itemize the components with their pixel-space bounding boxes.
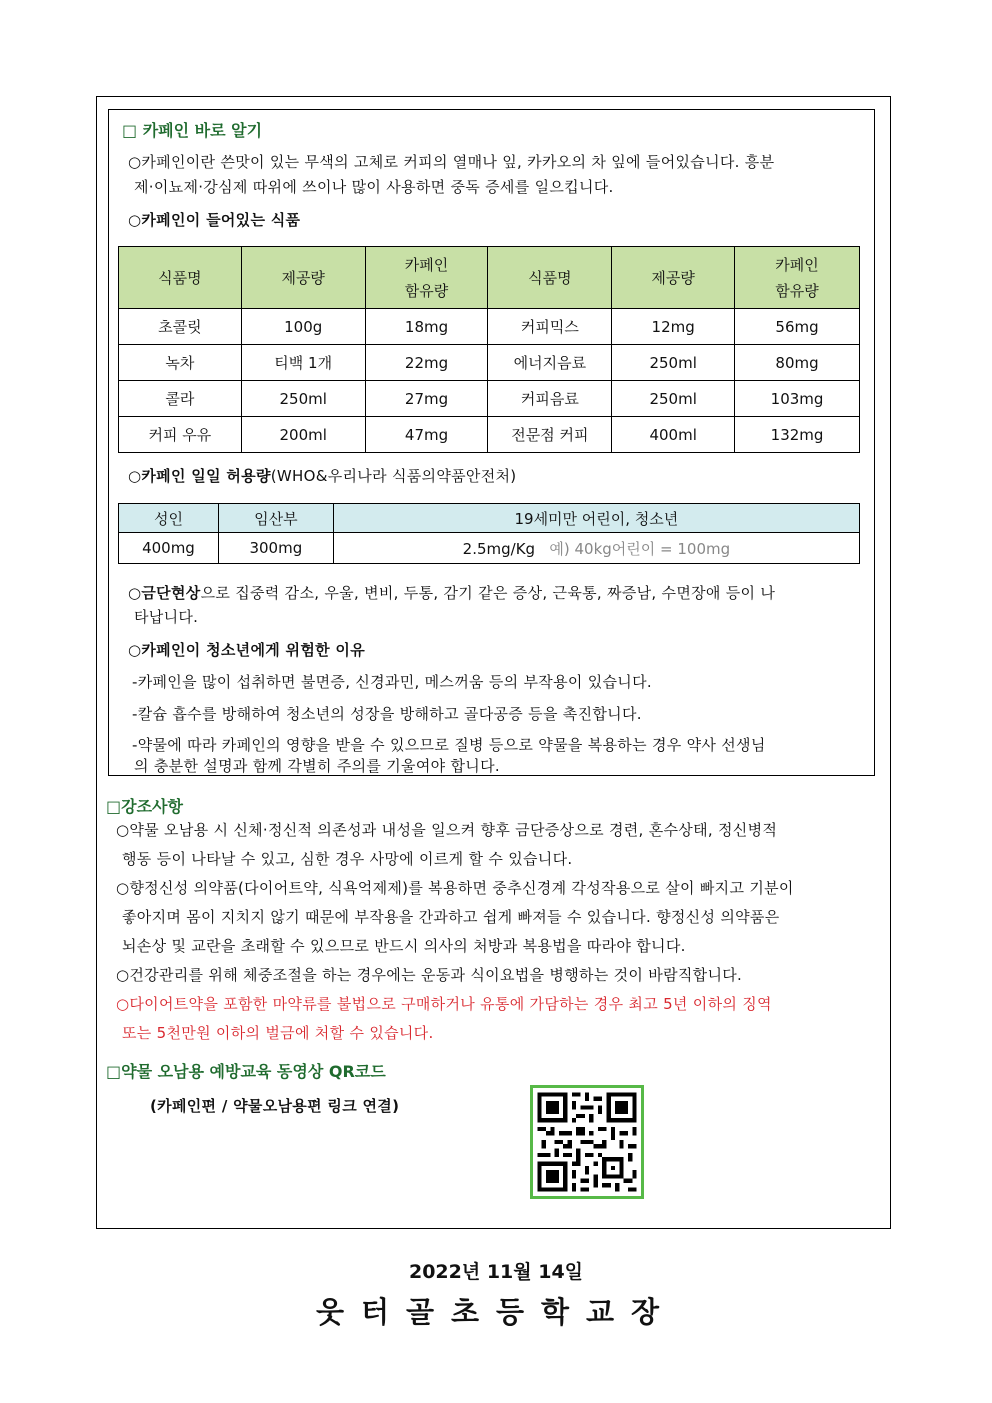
qr-section-subtitle: (카페인편 / 약물오남용편 링크 연결) xyxy=(150,1097,400,1115)
caffeine-section-title: □ 카페인 바로 알기 xyxy=(122,121,263,140)
caffeine-food-table xyxy=(118,246,860,453)
school-principal: 웃터골초등학교장 xyxy=(315,1295,677,1329)
table-cell: 커피 우유 xyxy=(119,417,242,453)
emphasis-item1-line1: ○약물 오남용 시 신체·정신적 의존성과 내성을 일으켜 향후 금단증상으로 경련, 혼수상태, 정신병적 xyxy=(116,821,778,839)
table-cell: 250ml xyxy=(612,345,735,381)
emphasis-item4-line2: 또는 5천만원 이하의 벌금에 처할 수 있습니다. xyxy=(122,1024,434,1042)
table-cell: 250ml xyxy=(612,381,735,417)
table-cell: 커피믹스 xyxy=(488,309,612,345)
pregnant-limit: 300mg xyxy=(218,533,333,564)
qr-section-title: □약물 오남용 예방교육 동영상 QR코드 xyxy=(106,1062,386,1081)
table-cell: 콜라 xyxy=(119,381,242,417)
table-cell: 22mg xyxy=(365,345,488,381)
emphasis-title: □강조사항 xyxy=(106,797,183,816)
table-cell: 에너지음료 xyxy=(488,345,612,381)
danger-item2: -칼슘 흡수를 방해하여 청소년의 성장을 방해하고 골다공증 등을 촉진합니다. xyxy=(132,705,642,723)
header-caffeine-content: 카페인 함유량 xyxy=(365,247,488,309)
header-caffeine-content: 카페인 함유량 xyxy=(735,247,860,309)
header-adult: 성인 xyxy=(119,504,219,533)
children-limit: 2.5mg/Kg 예) 40kg어린이 = 100mg xyxy=(333,533,859,564)
caffeine-intro-line2: 제·이뇨제·강심제 따위에 쓰이나 많이 사용하면 중독 증세를 일으킵니다. xyxy=(134,178,614,196)
table-cell: 132mg xyxy=(735,417,860,453)
header-children: 19세미만 어린이, 청소년 xyxy=(333,504,859,533)
table-cell: 47mg xyxy=(365,417,488,453)
emphasis-item1-line2: 행동 등이 나타날 수 있고, 심한 경우 사망에 이르게 할 수 있습니다. xyxy=(122,850,573,868)
table-cell: 400ml xyxy=(612,417,735,453)
danger-item1: -카페인을 많이 섭취하면 불면증, 신경과민, 메스꺼움 등의 부작용이 있습니다. xyxy=(132,673,652,691)
table-cell: 80mg xyxy=(735,345,860,381)
header-food-name: 식품명 xyxy=(119,247,242,309)
danger-item3-line2: 의 충분한 설명과 함께 각별히 주의를 기울여야 합니다. xyxy=(134,757,500,775)
emphasis-item4-line1: ○다이어트약을 포함한 마약류를 불법으로 구매하거나 유통에 가담하는 경우 최고 5년 이하의 징역 xyxy=(116,995,772,1013)
table-cell: 커피음료 xyxy=(488,381,612,417)
children-limit-example: 예) 40kg어린이 = 100mg xyxy=(549,539,731,558)
table-row xyxy=(119,345,860,381)
withdrawal-line1: ○금단현상으로 집중력 감소, 우울, 변비, 두통, 감기 같은 증상, 근육통, 짜증남, 수면장애 등이 나 xyxy=(128,584,776,602)
daily-limit-table xyxy=(118,503,860,564)
table-row xyxy=(119,533,860,564)
foods-heading: ○카페인이 들어있는 식품 xyxy=(128,211,301,229)
header-serving: 제공량 xyxy=(612,247,735,309)
withdrawal-line2: 타납니다. xyxy=(134,608,199,626)
danger-heading: ○카페인이 청소년에게 위험한 이유 xyxy=(128,641,366,659)
table-cell: 전문점 커피 xyxy=(488,417,612,453)
emphasis-item2-line3: 뇌손상 및 교란을 초래할 수 있으므로 반드시 의사의 처방과 복용법을 따라야 합니다. xyxy=(122,937,686,955)
table-cell: 27mg xyxy=(365,381,488,417)
caffeine-intro-line1: ○카페인이란 쓴맛이 있는 무색의 고체로 커피의 열매나 잎, 카카오의 차 잎에 들어있습니다. 흥분 xyxy=(128,153,775,171)
table-row xyxy=(119,417,860,453)
table-cell: 티백 1개 xyxy=(241,345,365,381)
header-serving: 제공량 xyxy=(241,247,365,309)
table-row xyxy=(119,381,860,417)
emphasis-item2-line1: ○향정신성 의약품(다이어트약, 식욕억제제)를 복용하면 중추신경계 각성작용으로 살이 빠지고 기분이 xyxy=(116,879,794,897)
qr-code-icon xyxy=(533,1088,641,1196)
table-cell: 12mg xyxy=(612,309,735,345)
table-cell: 녹차 xyxy=(119,345,242,381)
table-cell: 100g xyxy=(241,309,365,345)
table-cell: 56mg xyxy=(735,309,860,345)
emphasis-item3: ○건강관리를 위해 체중조절을 하는 경우에는 운동과 식이요법을 병행하는 것이 바람직합니다. xyxy=(116,966,743,984)
table-cell: 103mg xyxy=(735,381,860,417)
header-food-name: 식품명 xyxy=(488,247,612,309)
table-cell: 초콜릿 xyxy=(119,309,242,345)
table-cell: 250ml xyxy=(241,381,365,417)
table-cell: 18mg xyxy=(365,309,488,345)
emphasis-item2-line2: 좋아지며 몸이 지치지 않기 때문에 부작용을 간과하고 쉽게 빠져들 수 있습니다. 향정신성 의약품은 xyxy=(122,908,780,926)
header-pregnant: 임산부 xyxy=(218,504,333,533)
document-date: 2022년 11월 14일 xyxy=(408,1261,584,1283)
danger-item3-line1: -약물에 따라 카페인의 영향을 받을 수 있으므로 질병 등으로 약물을 복용하는 경우 약사 선생님 xyxy=(132,736,766,754)
table-row xyxy=(119,309,860,345)
daily-limit-heading: ○카페인 일일 허용량(WHO&우리나라 식품의약품안전처) xyxy=(128,467,517,485)
adult-limit: 400mg xyxy=(119,533,219,564)
qr-code[interactable] xyxy=(530,1085,644,1199)
table-cell: 200ml xyxy=(241,417,365,453)
